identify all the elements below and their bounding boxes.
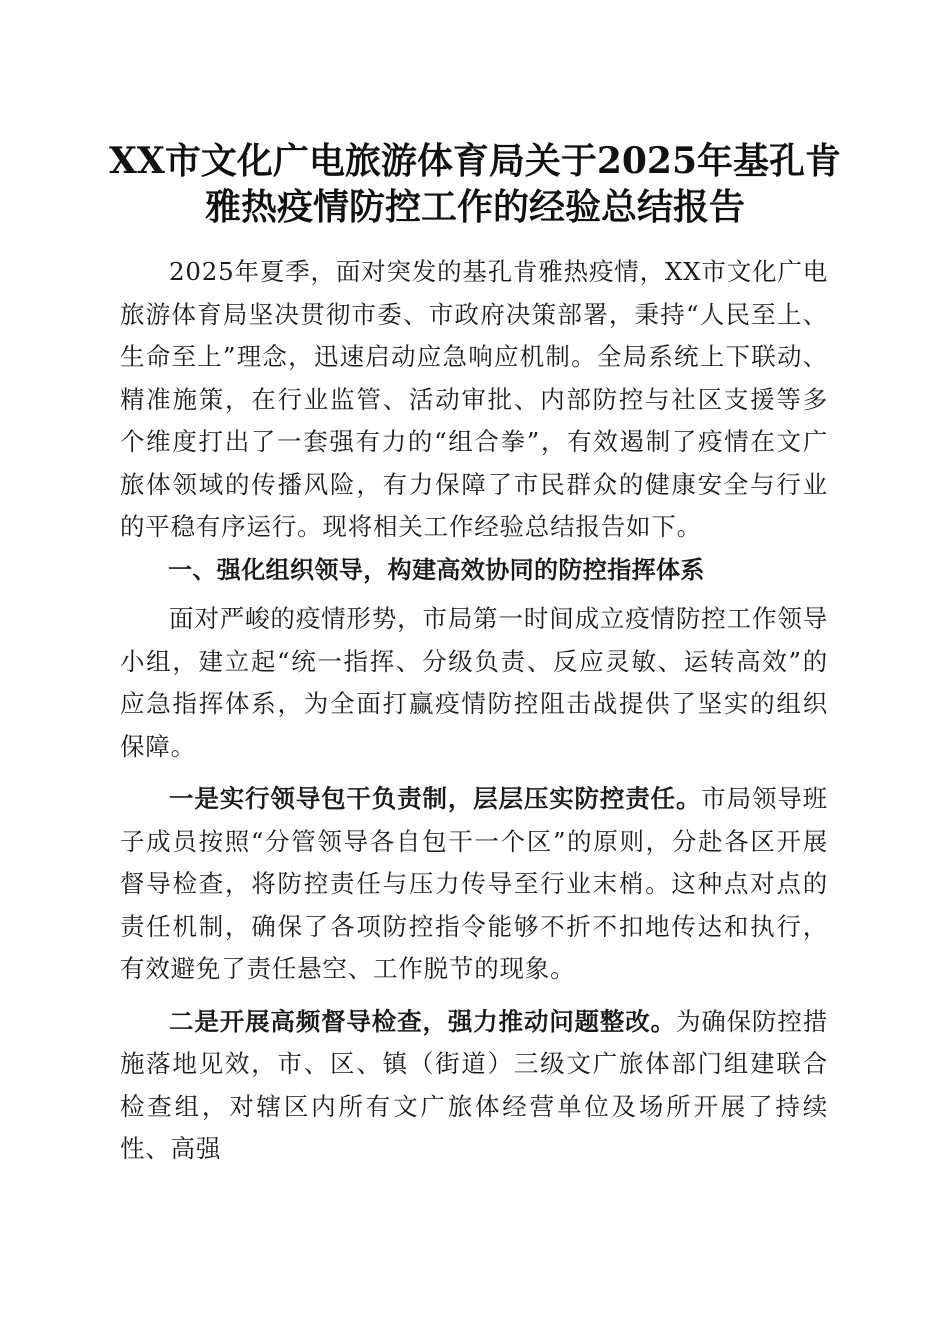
- point-2-lead: 二是开展高频督导检查，强力推动问题整改。: [169, 1006, 676, 1036]
- document-body: [120, 251, 828, 1171]
- point-2-paragraph: [120, 1001, 828, 1171]
- point-1-body: 市局领导班子成员按照“分管领导各自包干一个区”的原则，分赴各区开展督导检查，将防控责任与压力传导至行业末梢。这种点对点的责任机制，确保了各项防控指令能够不折不扣地传达和执行，有效避免了责任悬空、工作脱节的现象。: [120, 784, 828, 983]
- title-line-1: XX市文化广电旅游体育局关于2025年基孔肯: [108, 140, 842, 182]
- title-line-2: 雅热疫情防控工作的经验总结报告: [204, 186, 745, 228]
- intro-paragraph: 2025年夏季，面对突发的基孔肯雅热疫情，XX市文化广电旅游体育局坚决贯彻市委、市政府决策部署，秉持“人民至上、生命至上”理念，迅速启动应急响应机制。全局系统上下联动、精准施策，在行业监管、活动审批、内部防控与社区支援等多个维度打出了一套强有力的“组合拳”，有效遏制了疫情在文广旅体领域的传播风险，有力保障了市民群众的健康安全与行业的平稳有序运行。现将相关工作经验总结报告如下。: [120, 257, 828, 541]
- point-1-paragraph: [120, 778, 828, 991]
- document-title: [100, 138, 850, 230]
- section-1-paragraph: 面对严峻的疫情形势，市局第一时间成立疫情防控工作领导小组，建立起“统一指挥、分级负责、反应灵敏、运转高效”的应急指挥体系，为全面打赢疫情防控阻击战提供了坚实的组织保障。: [120, 604, 828, 761]
- section-heading-1: 一、强化组织领导，构建高效协同的防控指挥体系: [168, 555, 705, 584]
- point-2-body: 为确保防控措施落地见效，市、区、镇（街道）三级文广旅体部门组建联合检查组，对辖区内所有文广旅体经营单位及场所开展了持续性、高强: [120, 1006, 828, 1163]
- point-1-lead: 一是实行领导包干负责制，层层压实防控责任。: [169, 784, 702, 813]
